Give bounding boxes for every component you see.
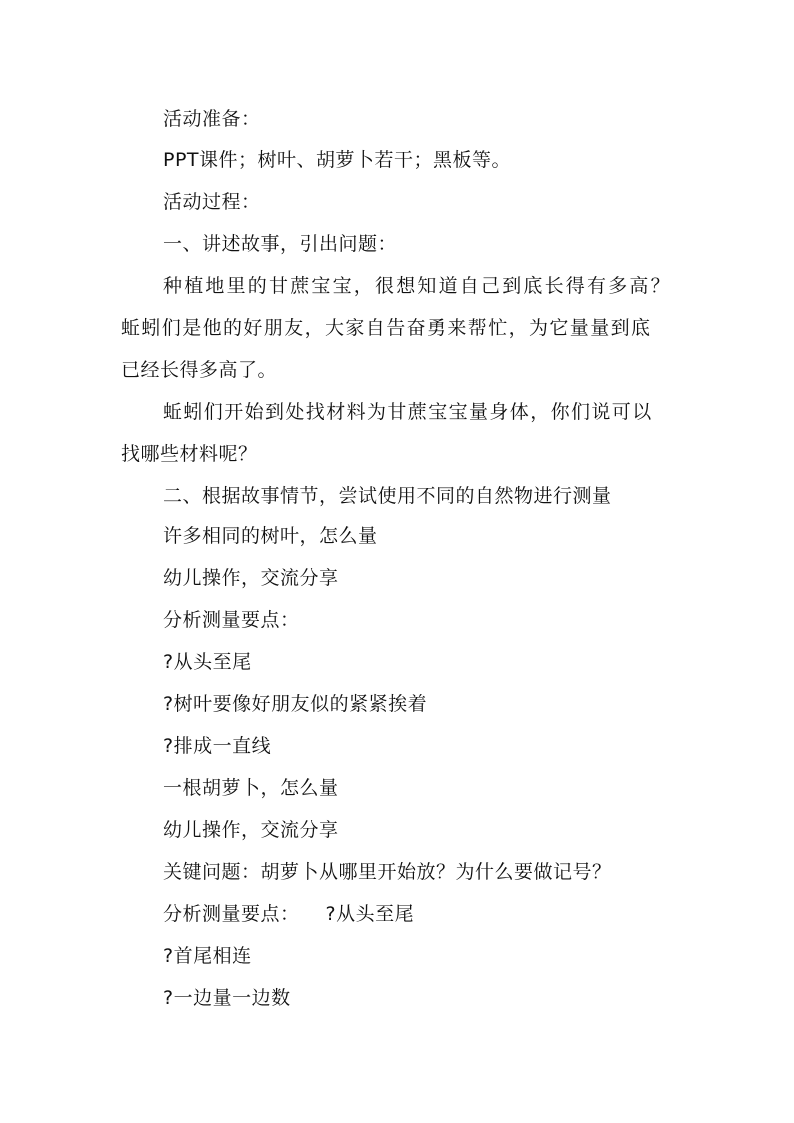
story-paragraph-line-2: 蚯蚓们是他的好朋友，大家自告奋勇来帮忙，为它量量到底 — [121, 317, 652, 339]
leaf-point-head-to-tail: ?从头至尾 — [163, 651, 252, 673]
heading-activity-preparation: 活动准备： — [163, 108, 261, 130]
carrot-analysis-heading: 分析测量要点： — [163, 903, 300, 925]
preparation-materials: PPT课件；树叶、胡萝卜若干；黑板等。 — [163, 149, 512, 171]
leaf-child-operation: 幼儿操作，交流分享 — [163, 567, 339, 589]
carrot-child-operation: 幼儿操作，交流分享 — [163, 819, 339, 841]
carrot-measure-question: 一根胡萝卜，怎么量 — [163, 777, 339, 799]
question-paragraph-line-2: 找哪些材料呢？ — [121, 443, 258, 465]
leaf-point-close-together: ?树叶要像好朋友似的紧紧挨着 — [163, 693, 428, 715]
question-paragraph-line-1: 蚯蚓们开始到处找材料为甘蔗宝宝量身体，你们说可以 — [163, 401, 653, 423]
carrot-analysis-row — [163, 902, 414, 926]
story-paragraph-line-3: 已经长得多高了。 — [121, 359, 278, 381]
leaf-analysis-heading: 分析测量要点： — [163, 609, 300, 631]
section-two-heading: 二、根据故事情节，尝试使用不同的自然物进行测量 — [163, 485, 612, 507]
section-one-heading: 一、讲述故事，引出问题： — [163, 233, 398, 255]
story-paragraph-line-1: 种植地里的甘蔗宝宝，很想知道自己到底长得有多高？ — [163, 275, 672, 297]
leaf-measure-question: 许多相同的树叶，怎么量 — [163, 525, 378, 547]
leaf-point-straight-line: ?排成一直线 — [163, 735, 272, 757]
carrot-key-question: 关键问题：胡萝卜从哪里开始放？为什么要做记号？ — [163, 861, 612, 883]
carrot-point-head-to-tail: ?从头至尾 — [325, 903, 415, 925]
heading-activity-process: 活动过程： — [163, 191, 261, 213]
carrot-point-count-while-measuring: ?一边量一边数 — [163, 987, 291, 1009]
carrot-point-end-to-end: ?首尾相连 — [163, 945, 252, 967]
